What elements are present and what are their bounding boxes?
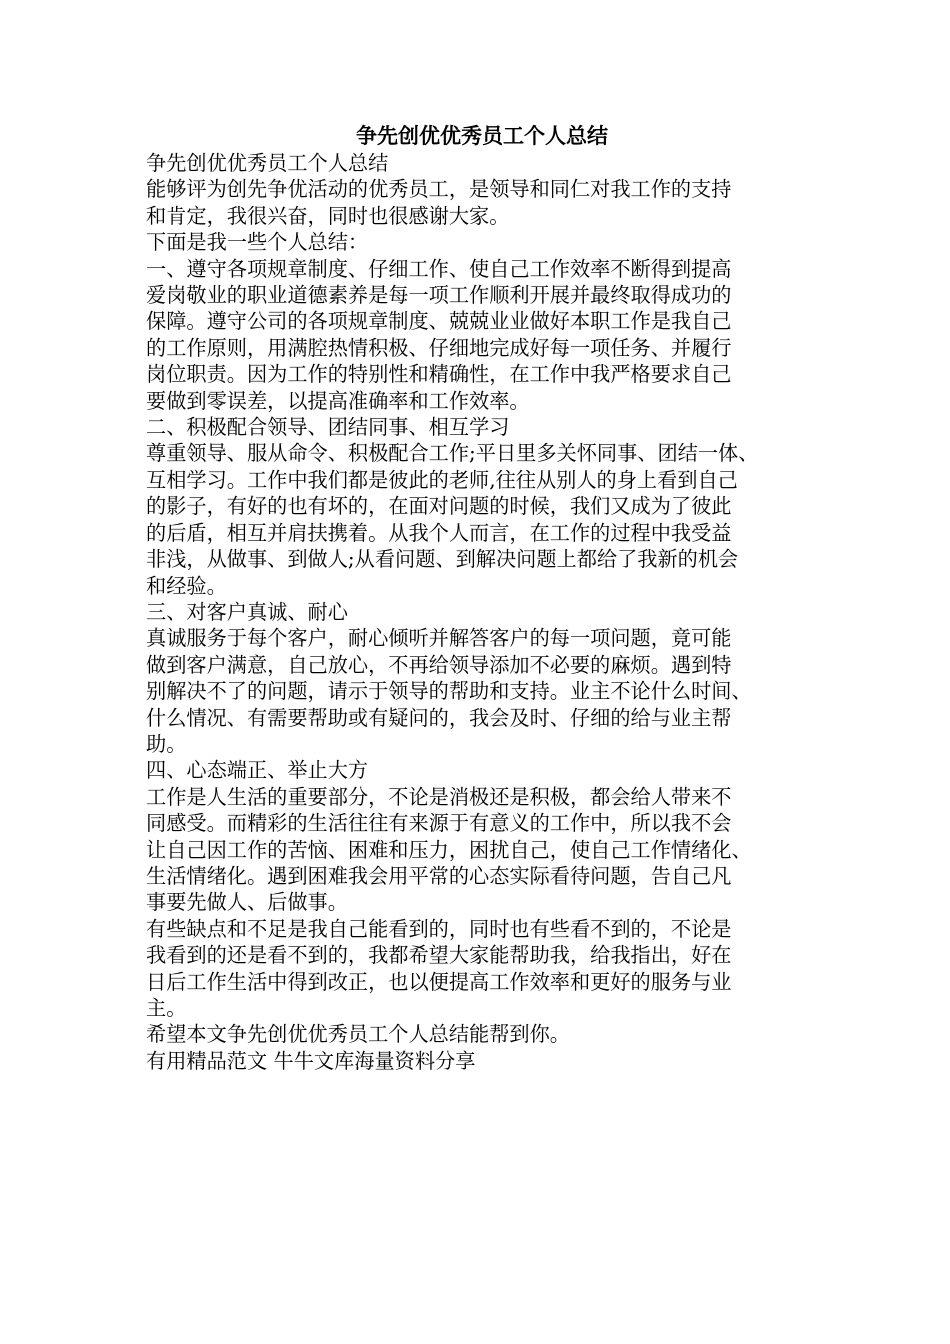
text-line: 的影子，有好的也有坏的，在面对问题的时候，我们又成为了彼此 [146,494,732,519]
text-line: 保障。遵守公司的各项规章制度、兢兢业业做好本职工作是我自己 [146,309,732,334]
text-line: 同感受。而精彩的生活往往有来源于有意义的工作中，所以我不会 [146,811,732,836]
text-line: 什么情况、有需要帮助或有疑问的，我会及时、仔细的给与业主帮 [146,705,732,730]
text-line: 二、积极配合领导、团结同事、相互学习 [146,415,510,440]
document-page [146,122,818,1074]
text-line: 希望本文争先创优优秀员工个人总结能帮到你。 [146,1022,570,1047]
text-line: 一、遵守各项规章制度、仔细工作、使自己工作效率不断得到提高 [146,256,732,281]
text-line: 下面是我一些个人总结： [146,230,369,255]
text-line: 非浅，从做事、到做人;从看问题、到解决问题上都给了我新的机会 [146,547,739,572]
text-line: 四、心态端正、举止大方 [146,758,369,783]
text-line: 真诚服务于每个客户，耐心倾听并解答客户的每一项问题，竟可能 [146,626,732,651]
text-line: 助。 [146,731,187,756]
text-line: 的后盾，相互并肩扶携着。从我个人而言，在工作的过程中我受益 [146,520,732,545]
text-line: 要做到零误差，以提高准确率和工作效率。 [146,388,530,413]
text-line: 和肯定，我很兴奋，同时也很感谢大家。 [146,203,510,228]
footer-note: 有用精品范文 牛牛文库海量资料分享 [146,1048,476,1073]
text-line: 日后工作生活中得到改正，也以便提高工作效率和更好的服务与业 [146,969,732,994]
text-line: 爱岗敬业的职业道德素养是每一项工作顺利开展并最终取得成功的 [146,283,732,308]
text-line: 和经验。 [146,573,227,598]
text-line: 尊重领导、服从命令、积极配合工作;平日里多关怀同事、团结一体、 [146,441,759,466]
text-line: 事要先做人、后做事。 [146,890,348,915]
text-line: 做到客户满意，自己放心，不再给领导添加不必要的麻烦。遇到特 [146,652,732,677]
text-line: 互相学习。工作中我们都是彼此的老师,往往从别人的身上看到自己 [146,467,738,492]
text-line: 争先创优优秀员工个人总结 [146,151,389,175]
text-line: 有些缺点和不足是我自己能看到的，同时也有些看不到的，不论是 [146,916,732,941]
text-line: 三、对客户真诚、耐心 [146,599,348,624]
text-line: 生活情绪化。遇到困难我会用平常的心态实际看待问题，告自己凡 [146,863,732,888]
text-line: 别解决不了的问题，请示于领导的帮助和支持。业主不论什么时间、 [146,679,752,704]
text-line: 的工作原则，用满腔热情积极、仔细地完成好每一项任务、并履行 [146,335,732,360]
text-line: 我看到的还是看不到的，我都希望大家能帮助我，给我指出，好在 [146,943,732,968]
text-line: 岗位职责。因为工作的特别性和精确性，在工作中我严格要求自己 [146,362,732,387]
text-line: 工作是人生活的重要部分，不论是消极还是积极，都会给人带来不 [146,784,732,809]
document-body [146,150,818,1074]
text-line: 让自己因工作的苦恼、困难和压力，困扰自己，使自己工作情绪化、 [146,837,752,862]
document-title: 争先创优优秀员工个人总结 [356,123,608,148]
text-line: 能够评为创先争优活动的优秀员工，是领导和同仁对我工作的支持 [146,177,732,202]
text-line: 主。 [146,996,187,1020]
